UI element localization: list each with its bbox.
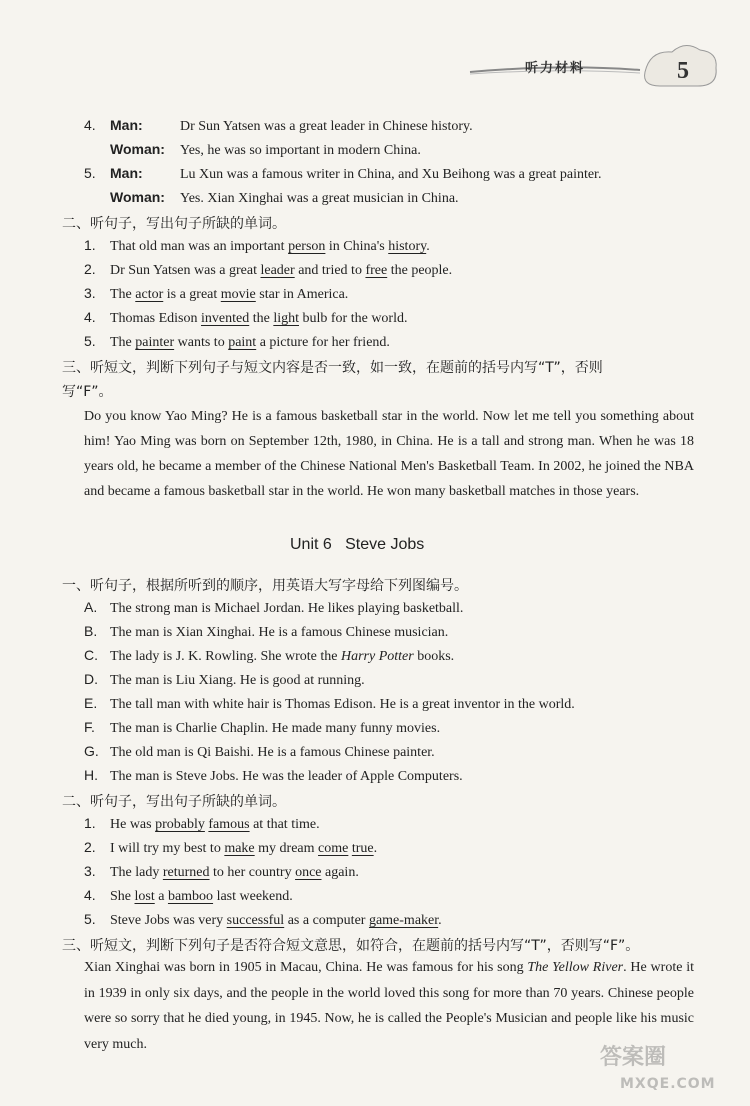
answer-word: returned: [162, 865, 210, 880]
picture-item-d: [84, 671, 365, 689]
header-swoosh-decoration: [0, 0, 750, 100]
item-letter: G.: [84, 743, 99, 759]
text-part: as a computer: [284, 913, 369, 928]
unit6-fill-item-1: [84, 815, 320, 833]
dialogue-line-3: [84, 165, 601, 183]
picture-item-c: [84, 647, 454, 665]
dialogue-line-1: [84, 117, 473, 135]
text-part: She: [110, 889, 135, 904]
watermark-text: 答案圈: [600, 1045, 667, 1070]
item-text: books.: [413, 649, 455, 664]
text-part: The: [110, 335, 136, 350]
section2-heading: 二、听句子，写出句子所缺的单词。: [62, 216, 286, 232]
text-part: .: [438, 913, 442, 928]
answer-word: come: [318, 841, 349, 856]
item-number: 5.: [84, 165, 96, 181]
unit6-fill-item-4: [84, 887, 293, 905]
answer-word: free: [365, 263, 388, 278]
unit6-section1-heading: 一、听句子，根据所听到的顺序，用英语大写字母给下列图编号。: [62, 578, 468, 594]
item-number: 4.: [84, 887, 96, 903]
unit6-section2-heading: 二、听句子，写出句子所缺的单词。: [62, 794, 286, 810]
song-title: The Yellow River: [527, 960, 624, 975]
book-title: Harry Potter: [340, 649, 414, 664]
fill-item-3: [84, 285, 348, 303]
item-text: The man is Charlie Chaplin. He made many funny movies.: [110, 721, 441, 736]
text-part: star in America.: [255, 287, 349, 302]
watermark-logo: [600, 1040, 716, 1092]
answer-word: make: [224, 841, 255, 856]
picture-item-e: [84, 695, 575, 713]
unit-title: Unit 6 Steve Jobs: [290, 536, 425, 553]
item-number: 2.: [84, 261, 96, 277]
answer-word: painter: [135, 335, 175, 350]
item-text: The old man is Qi Baishi. He is a famous Chinese painter.: [110, 745, 435, 760]
text-part: Steve Jobs was very: [110, 913, 227, 928]
answer-word: true: [351, 841, 374, 856]
text-part: last weekend.: [213, 889, 293, 904]
item-number: 1.: [84, 815, 96, 831]
answer-word: leader: [260, 263, 295, 278]
text-part: The: [110, 287, 136, 302]
picture-item-h: [84, 767, 463, 785]
text-part: I will try my best to: [110, 841, 225, 856]
item-number: 1.: [84, 237, 96, 253]
answer-word: lost: [134, 889, 155, 904]
text-part: is a great: [163, 287, 221, 302]
text-part: at that time.: [249, 817, 320, 832]
dialogue-line-2: [84, 141, 421, 159]
answer-word: actor: [135, 287, 164, 302]
item-letter: A.: [84, 599, 98, 615]
unit6-fill-item-3: [84, 863, 359, 881]
section3-heading-line2: 写“F”。: [62, 384, 113, 400]
text-part: to her country: [209, 865, 296, 880]
text-part: Thomas Edison: [110, 311, 201, 326]
dialogue-line-4: [84, 189, 459, 207]
speaker-label: Woman:: [110, 141, 165, 157]
answer-word: bamboo: [167, 889, 214, 904]
answer-word: famous: [208, 817, 250, 832]
speaker-label: Woman:: [110, 189, 165, 205]
text-part: Dr Sun Yatsen was a great: [110, 263, 261, 278]
answer-word: invented: [201, 311, 250, 326]
item-number: 3.: [84, 863, 96, 879]
unit6-fill-item-5: [84, 911, 442, 929]
page-number: 5: [677, 58, 689, 84]
item-letter: F.: [84, 719, 95, 735]
item-letter: B.: [84, 623, 98, 639]
text-part: He was: [110, 817, 156, 832]
dialogue-text: Dr Sun Yatsen was a great leader in Chinese history.: [180, 119, 473, 134]
text-part: and tried to: [294, 263, 366, 278]
text-part: in China's: [325, 239, 389, 254]
text-part: bulb for the world.: [299, 311, 408, 326]
item-text: The lady is J. K. Rowling. She wrote the: [110, 649, 341, 664]
text-part: a: [154, 889, 168, 904]
passage-text: Xian Xinghai was born in 1905 in Macau, China. He was famous for his song: [84, 960, 528, 975]
fill-item-5: [84, 333, 390, 351]
item-number: 5.: [84, 911, 96, 927]
text-part: the: [249, 311, 274, 326]
item-text: The tall man with white hair is Thomas Edison. He is a great inventor in the world.: [110, 697, 575, 712]
answer-word: light: [273, 311, 299, 326]
item-text: The strong man is Michael Jordan. He likes playing basketball.: [110, 601, 464, 616]
speaker-label: Man:: [110, 117, 143, 133]
speaker-label: Man:: [110, 165, 143, 181]
text-part: wants to: [174, 335, 229, 350]
picture-item-b: [84, 623, 448, 641]
page-header: [0, 0, 750, 100]
item-number: 4.: [84, 117, 96, 133]
passage-text: . He wrote it in 1939 in only six days, and the people in the world loved this song for more than 70 years. Chinese people were so sorry that he died young, in 1945. Now, he is called the People's Musician and people like his music very much.: [84, 960, 695, 1052]
item-text: The man is Xian Xinghai. He is a famous Chinese musician.: [110, 625, 449, 640]
item-text: The man is Steve Jobs. He was the leader of Apple Computers.: [110, 769, 463, 784]
item-letter: H.: [84, 767, 98, 783]
item-number: 3.: [84, 285, 96, 301]
section3-heading-line1: 三、听短文，判断下列句子与短文内容是否一致，如一致，在题前的括号内写“T”，否则: [62, 360, 603, 376]
item-number: 5.: [84, 333, 96, 349]
text-part: .: [426, 239, 430, 254]
item-letter: E.: [84, 695, 98, 711]
answer-word: probably: [155, 817, 205, 832]
dialogue-text: Yes, he was so important in modern China.: [180, 143, 421, 158]
answer-word: paint: [228, 335, 257, 350]
fill-item-1: [84, 237, 430, 255]
answer-word: history: [388, 239, 427, 254]
answer-word: once: [295, 865, 322, 880]
item-text: The man is Liu Xiang. He is good at running.: [110, 673, 365, 688]
fill-item-4: [84, 309, 407, 327]
answer-word: movie: [220, 287, 256, 302]
dialogue-text: Yes. Xian Xinghai was a great musician in China.: [180, 191, 459, 206]
item-letter: D.: [84, 671, 98, 687]
text-part: the people.: [387, 263, 453, 278]
answer-word: person: [288, 239, 326, 254]
unit6-fill-item-2: [84, 839, 377, 857]
picture-item-g: [84, 743, 435, 761]
fill-item-2: [84, 261, 452, 279]
item-number: 4.: [84, 309, 96, 325]
watermark-site: MXQE.COM: [620, 1076, 716, 1092]
text-part: a picture for her friend.: [256, 335, 390, 350]
picture-item-f: [84, 719, 440, 737]
header-title: 听力材料: [525, 61, 586, 76]
unit6-section3-heading: 三、听短文，判断下列句子是否符合短文意思，如符合，在题前的括号内写“T”，否则写“F”。: [62, 938, 640, 954]
text-part: again.: [321, 865, 359, 880]
answer-word: successful: [226, 913, 285, 928]
item-letter: C.: [84, 647, 98, 663]
text-part: The lady: [110, 865, 163, 880]
dialogue-text: Lu Xun was a famous writer in China, and Xu Beihong was a great painter.: [180, 167, 602, 182]
section3-passage: Do you know Yao Ming? He is a famous basketball star in the world. Now let me tell you something about him! Yao Ming was born on September 12th, 1980, in China. He is a tall and strong man. When he was 18 years old, he became a member of the Chinese National Men's Basketball Team. In 2002, he joined the NBA and became a famous basketball star in the world. He won many basketball matches in those years.: [84, 409, 694, 499]
item-number: 2.: [84, 839, 96, 855]
text-part: That old man was an important: [110, 239, 289, 254]
text-part: my dream: [254, 841, 319, 856]
text-part: .: [373, 841, 378, 856]
answer-word: game-maker: [368, 913, 439, 928]
picture-item-a: [84, 599, 463, 617]
